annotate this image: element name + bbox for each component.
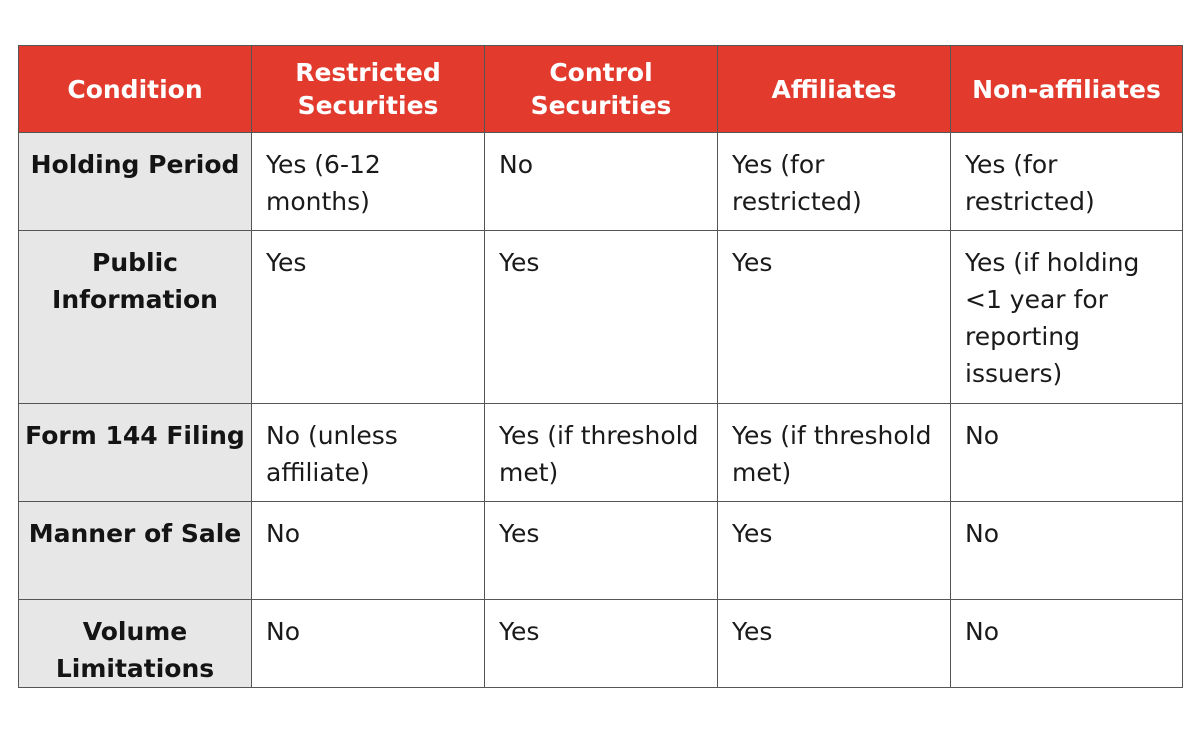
table-cell: Yes (for restricted) — [951, 133, 1183, 231]
table-cell: No — [951, 404, 1183, 502]
table-cell: Yes — [485, 600, 718, 688]
table-row — [19, 231, 1183, 404]
table-body — [19, 133, 1183, 688]
row-condition-label: Manner of Sale — [19, 502, 252, 600]
table-row — [19, 133, 1183, 231]
header-non-affiliates: Non-affiliates — [951, 46, 1183, 133]
table-row — [19, 502, 1183, 600]
table-row — [19, 600, 1183, 688]
table-cell: Yes — [718, 231, 951, 404]
table-cell: No — [252, 502, 485, 600]
table-cell: Yes (6-12 months) — [252, 133, 485, 231]
table-cell: Yes — [718, 600, 951, 688]
row-condition-label: Form 144 Filing — [19, 404, 252, 502]
table-cell: No — [951, 502, 1183, 600]
header-row — [19, 46, 1183, 133]
table-cell: Yes (if threshold met) — [485, 404, 718, 502]
row-condition-label: Volume Limitations — [19, 600, 252, 688]
table-cell: No — [951, 600, 1183, 688]
table-cell: Yes (if holding <1 year for reporting issuers) — [951, 231, 1183, 404]
table-cell: No — [252, 600, 485, 688]
table-cell: Yes — [718, 502, 951, 600]
header-condition: Condition — [19, 46, 252, 133]
rule-144-conditions-table — [18, 45, 1183, 688]
table-cell: Yes — [485, 502, 718, 600]
header-restricted-securities: Restricted Securities — [252, 46, 485, 133]
table-cell: No — [485, 133, 718, 231]
row-condition-label: Public Information — [19, 231, 252, 404]
row-condition-label: Holding Period — [19, 133, 252, 231]
table-header — [19, 46, 1183, 133]
table-row — [19, 404, 1183, 502]
table-cell: Yes (if threshold met) — [718, 404, 951, 502]
header-control-securities: Control Securities — [485, 46, 718, 133]
table-cell: Yes — [252, 231, 485, 404]
table-cell: Yes — [485, 231, 718, 404]
table-cell: Yes (for restricted) — [718, 133, 951, 231]
table-cell: No (unless affiliate) — [252, 404, 485, 502]
header-affiliates: Affiliates — [718, 46, 951, 133]
